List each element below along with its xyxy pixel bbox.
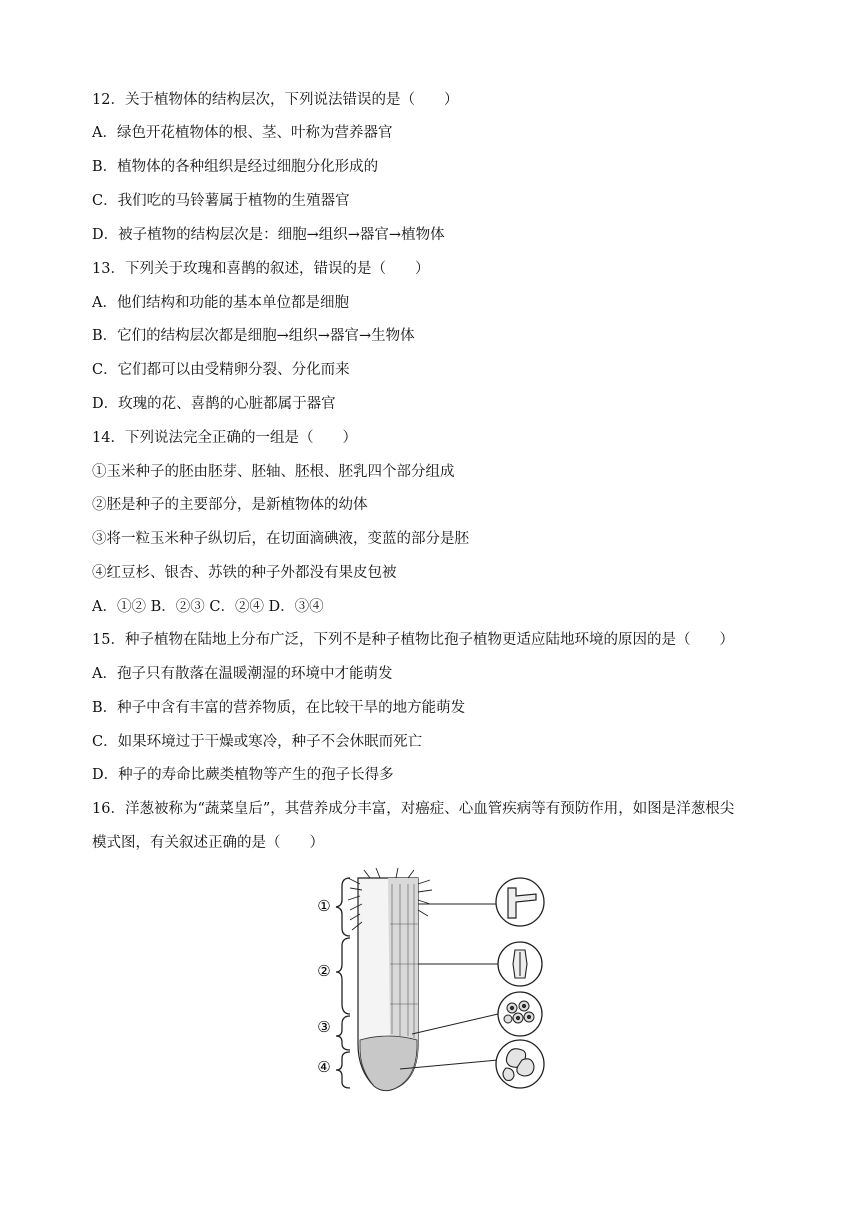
label-4: ④ (317, 1058, 331, 1076)
q14-statement-3: ③将一粒玉米种子纵切后，在切面滴碘液，变蓝的部分是胚 (92, 531, 469, 547)
q12-option-c: C．我们吃的马铃薯属于植物的生殖器官 (92, 193, 350, 209)
q16-stem-line1: 16．洋葱被称为“蔬菜皇后”，其营养成分丰富，对癌症、心血管疾病等有预防作用，如图是洋葱根尖 (92, 801, 735, 817)
q16-stem-line2: 模式图，有关叙述正确的是（ ） (92, 835, 324, 851)
q12-stem: 12．关于植物体的结构层次，下列说法错误的是（ ） (92, 92, 459, 108)
q12-option-a: A．绿色开花植物体的根、茎、叶称为营养器官 (92, 125, 393, 141)
label-2: ② (317, 962, 331, 980)
q12-option-b: B．植物体的各种组织是经过细胞分化形成的 (92, 159, 379, 175)
q13-option-b: B．它们的结构层次都是细胞→组织→器官→生物体 (92, 328, 415, 344)
q13-option-c: C．它们都可以由受精卵分裂、分化而来 (92, 362, 350, 378)
label-1: ① (317, 897, 331, 915)
q14-statement-1: ①玉米种子的胚由胚芽、胚轴、胚根、胚乳四个部分组成 (92, 464, 455, 480)
q14-statement-2: ②胚是种子的主要部分，是新植物体的幼体 (92, 497, 368, 513)
q15-option-d: D．种子的寿命比蕨类植物等产生的孢子长得多 (92, 767, 394, 783)
q12-option-d: D．被子植物的结构层次是：细胞→组织→器官→植物体 (92, 227, 445, 243)
label-3: ③ (317, 1018, 331, 1036)
q13-option-d: D．玫瑰的花、喜鹊的心脏都属于器官 (92, 396, 336, 412)
q13-stem: 13．下列关于玫瑰和喜鹊的叙述，错误的是（ ） (92, 261, 430, 277)
onion-root-tip-diagram (300, 864, 560, 1096)
root-tip-svg (300, 864, 560, 1096)
q15-option-a: A．孢子只有散落在温暖潮湿的环境中才能萌发 (92, 666, 393, 682)
q13-option-a: A．他们结构和功能的基本单位都是细胞 (92, 295, 349, 311)
q15-option-c: C．如果环境过于干燥或寒冷，种子不会休眠而死亡 (92, 734, 423, 750)
q15-option-b: B．种子中含有丰富的营养物质，在比较干旱的地方能萌发 (92, 700, 466, 716)
q14-statement-4: ④红豆杉、银杏、苏铁的种子外都没有果皮包被 (92, 565, 397, 581)
q15-stem: 15．种子植物在陆地上分布广泛，下列不是种子植物比孢子植物更适应陆地环境的原因的是（ ） (92, 632, 734, 648)
region-brackets (336, 878, 350, 1088)
elongation-cell (513, 950, 527, 978)
region-labels (317, 897, 330, 1076)
q14-options: A．①② B．②③ C．②④ D．③④ (92, 599, 324, 615)
q14-stem: 14．下列说法完全正确的一组是（ ） (92, 430, 357, 446)
root-body (348, 868, 432, 1091)
